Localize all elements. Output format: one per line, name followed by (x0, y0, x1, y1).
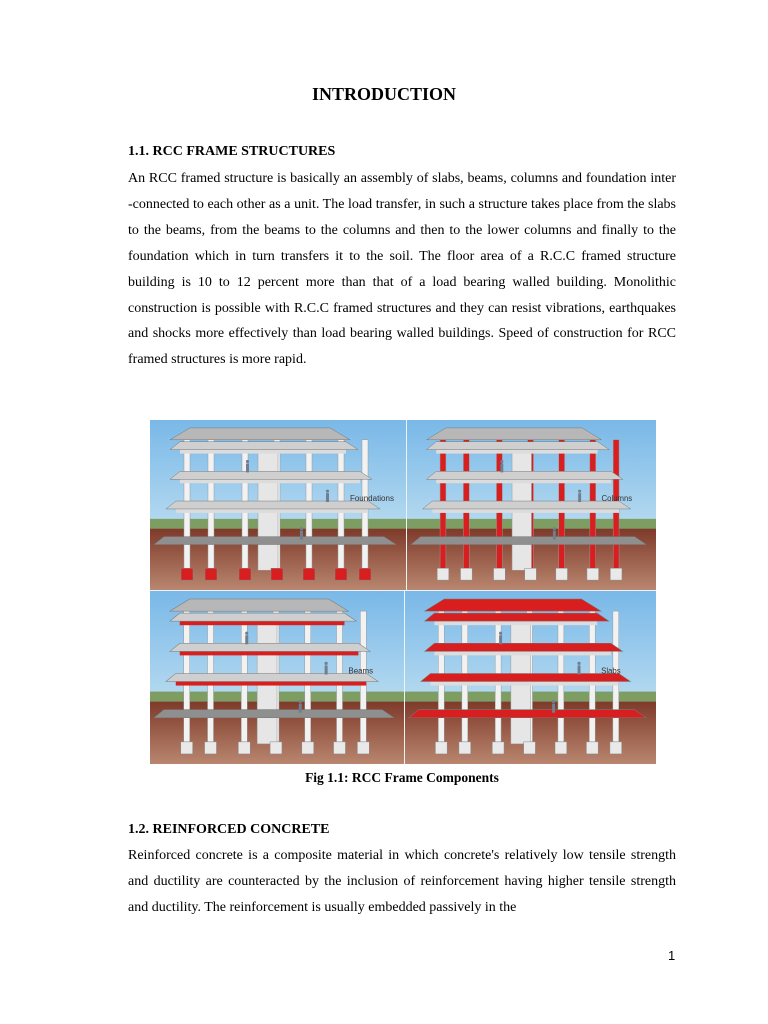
page-number: 1 (668, 948, 676, 963)
figure-panel-columns (407, 420, 656, 590)
section-heading-rcc-frame: 1.1. RCC FRAME STRUCTURES (128, 144, 336, 159)
figure-caption: Fig 1.1: RCC Frame Components (305, 770, 499, 785)
figure-panel-beams (150, 591, 404, 764)
figure-panel-label: Beams (348, 666, 374, 676)
paragraph-rcc-frame: An RCC framed structure is basically an assembly of slabs, beams, columns and foundation inter -connected to each other as a unit. The load transfer, in such a structure takes place from the slabs to the beams, from the beams to the columns and then to the lower columns and finally to the foundation which in turn transfers it to the soil. The floor area of a R.C.C framed structure building is 10 to 12 percent more than that of a load bearing walled building. Monolithic construction is possible with R.C.C framed structures and they can resist vibrations, earthquakes and shocks more effectively than load bearing walled buildings. Speed of construction for RCC framed structures is more rapid. (128, 171, 676, 368)
figure-panel-label: Columns (601, 493, 633, 504)
paragraph-reinforced-concrete: Reinforced concrete is a composite material in which concrete's relatively low tensile strength and ductility are counteracted by the inclusion of reinforcement having higher tensile strength and ductility. The reinforcement is usually embedded passively in the (128, 848, 676, 915)
section-heading-reinforced-concrete: 1.2. REINFORCED CONCRETE (128, 822, 330, 837)
figure-rcc-frame-components (150, 420, 656, 764)
page-title: INTRODUCTION (311, 84, 457, 104)
figure-panel-label: Slabs (601, 666, 621, 676)
figure-panel-label: Foundations (350, 494, 394, 504)
figure-panel-foundations (150, 420, 406, 590)
figure-panel-slabs (405, 591, 656, 764)
